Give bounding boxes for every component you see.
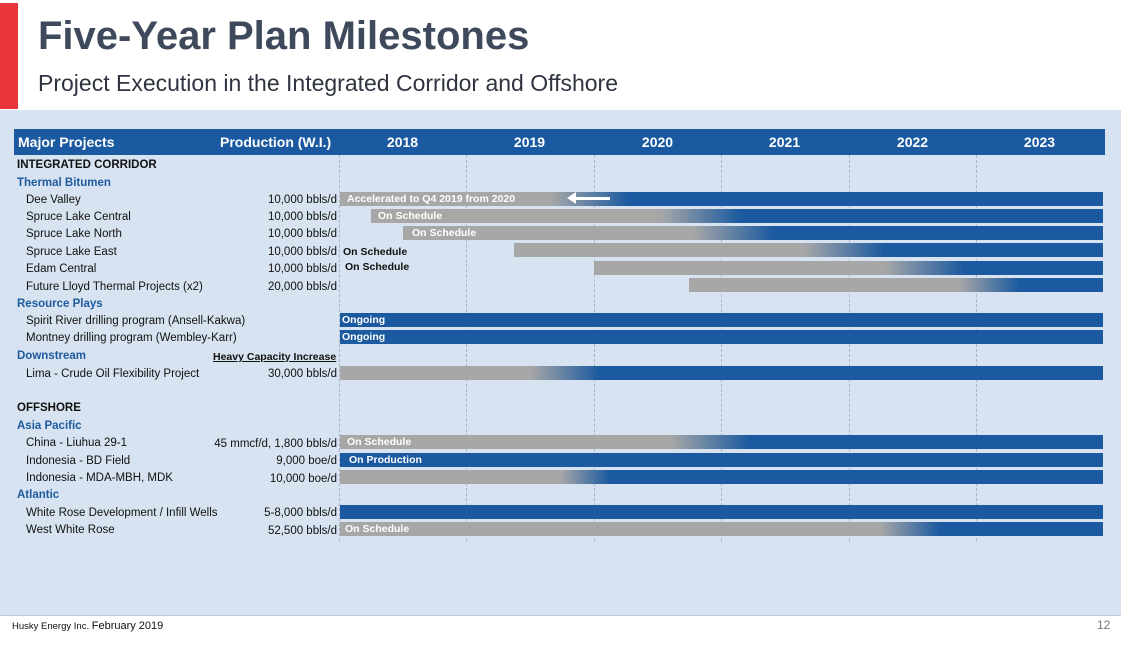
production-white-rose: 5-8,000 bbls/d xyxy=(264,507,337,519)
project-name-indonesia-mda: Indonesia - MDA-MBH, MDK xyxy=(26,472,173,484)
table-header xyxy=(14,129,1105,155)
gantt-bar-spruce-lake-north xyxy=(403,226,1103,240)
project-name-indonesia-bd: Indonesia - BD Field xyxy=(26,455,131,467)
status-spirit-river: Ongoing xyxy=(342,314,386,326)
status-china-liuhua: On Schedule xyxy=(347,436,412,448)
project-name-spruce-lake-central: Spruce Lake Central xyxy=(26,211,131,223)
arrow-head-icon xyxy=(567,192,576,204)
header-year-2020: 2020 xyxy=(641,134,674,150)
status-spruce-lake-central: On Schedule xyxy=(378,210,443,222)
production-indonesia-mda: 10,000 boe/d xyxy=(269,473,337,485)
section-integrated-corridor: INTEGRATED CORRIDOR xyxy=(17,159,157,171)
footer-company: Husky Energy Inc. xyxy=(12,621,90,632)
production-future-lloyd: 20,000 bbls/d xyxy=(267,281,337,293)
page-subtitle: Project Execution in the Integrated Corridor and Offshore xyxy=(38,70,619,96)
project-name-spruce-lake-north: Spruce Lake North xyxy=(26,228,122,240)
gantt-bar-china-liuhua xyxy=(340,435,1103,449)
production-indonesia-bd: 9,000 boe/d xyxy=(276,455,337,467)
gantt-bar-lima xyxy=(340,366,1103,380)
production-lima: 30,000 bbls/d xyxy=(267,368,337,380)
header-major-projects: Major Projects xyxy=(18,134,115,150)
gantt-bar-west-white-rose xyxy=(340,522,1103,536)
gantt-bar-indonesia-bd xyxy=(340,453,1103,467)
header-year-2018: 2018 xyxy=(386,134,419,150)
production-spruce-lake-east: 10,000 bbls/d xyxy=(267,246,337,258)
footer-date: February 2019 xyxy=(91,620,164,632)
header-year-2022: 2022 xyxy=(896,134,929,150)
arrow-left-icon xyxy=(576,197,610,200)
gantt-bar-future-lloyd xyxy=(689,278,1103,292)
content-panel xyxy=(0,110,1121,615)
downstream-note: Heavy Capacity Increase xyxy=(213,351,337,363)
page-number: 12 xyxy=(1097,618,1111,632)
status-spruce-lake-north: On Schedule xyxy=(412,227,477,239)
gantt-bar-white-rose xyxy=(340,505,1103,519)
page-title: Five-Year Plan Milestones xyxy=(38,14,530,58)
header-year-2023: 2023 xyxy=(1023,134,1056,150)
project-name-lima: Lima - Crude Oil Flexibility Project xyxy=(26,368,200,380)
status-edam-central: On Schedule xyxy=(345,261,410,273)
subsection-thermal-bitumen: Thermal Bitumen xyxy=(17,177,111,189)
status-dee-valley: Accelerated to Q4 2019 from 2020 xyxy=(347,193,516,205)
gantt-bar-spruce-lake-central xyxy=(371,209,1103,223)
production-west-white-rose: 52,500 bbls/d xyxy=(267,525,337,537)
gantt-bar-indonesia-mda xyxy=(340,470,1103,484)
status-indonesia-bd: On Production xyxy=(349,454,422,466)
header-year-2021: 2021 xyxy=(768,134,801,150)
footer-source xyxy=(12,620,163,632)
project-name-dee-valley: Dee Valley xyxy=(26,194,81,206)
subsection-asia-pacific: Asia Pacific xyxy=(17,420,82,432)
gantt-bar-montney xyxy=(340,330,1103,344)
project-name-white-rose: White Rose Development / Infill Wells xyxy=(26,507,218,519)
gantt-bar-spirit-river xyxy=(340,313,1103,327)
status-spruce-lake-east: On Schedule xyxy=(343,246,408,258)
subsection-downstream: Downstream xyxy=(17,350,87,362)
project-name-china-liuhua: China - Liuhua 29-1 xyxy=(26,437,128,449)
header-year-2019: 2019 xyxy=(513,134,546,150)
production-spruce-lake-north: 10,000 bbls/d xyxy=(267,228,337,240)
production-edam-central: 10,000 bbls/d xyxy=(267,263,337,275)
production-china-liuhua: 45 mmcf/d, 1,800 bbls/d xyxy=(214,438,337,450)
project-name-edam-central: Edam Central xyxy=(26,263,97,275)
footer-divider xyxy=(0,615,1121,616)
section-offshore: OFFSHORE xyxy=(17,402,81,414)
status-west-white-rose: On Schedule xyxy=(345,523,410,535)
gantt-bar-edam-central xyxy=(594,261,1103,275)
project-name-spirit-river: Spirit River drilling program (Ansell-Kakwa) xyxy=(26,315,246,327)
subsection-atlantic: Atlantic xyxy=(17,489,60,501)
subsection-resource-plays: Resource Plays xyxy=(17,298,103,310)
project-name-montney: Montney drilling program (Wembley-Karr) xyxy=(26,332,237,344)
project-name-future-lloyd: Future Lloyd Thermal Projects (x2) xyxy=(26,281,203,293)
production-spruce-lake-central: 10,000 bbls/d xyxy=(267,211,337,223)
project-name-spruce-lake-east: Spruce Lake East xyxy=(26,246,117,258)
production-dee-valley: 10,000 bbls/d xyxy=(267,194,337,206)
header-production: Production (W.I.) xyxy=(220,134,332,150)
red-accent-bar xyxy=(0,3,18,109)
status-montney: Ongoing xyxy=(342,331,386,343)
project-name-west-white-rose: West White Rose xyxy=(26,524,115,536)
gantt-bar-spruce-lake-east xyxy=(514,243,1103,257)
